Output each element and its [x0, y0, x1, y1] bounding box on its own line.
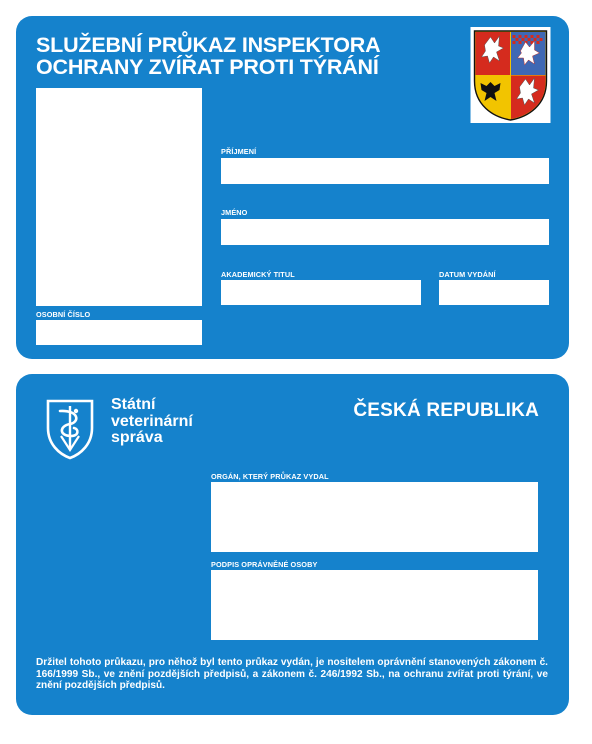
academic-title-label: AKADEMICKÝ TITUL: [221, 270, 295, 279]
photo-area: [36, 88, 202, 306]
surname-field[interactable]: [221, 158, 549, 184]
agency-name-line-2: veterinární: [111, 412, 193, 430]
signature-label: PODPIS OPRÁVNĚNÉ OSOBY: [211, 560, 318, 569]
first-name-label: JMÉNO: [221, 208, 248, 217]
issuer-field[interactable]: [211, 482, 538, 552]
issue-date-field[interactable]: [439, 280, 549, 305]
signature-field[interactable]: [211, 570, 538, 640]
country-name: ČESKÁ REPUBLIKA: [353, 400, 539, 421]
issuer-label: ORGÁN, KTERÝ PRŮKAZ VYDAL: [211, 472, 329, 481]
card-title: [36, 34, 380, 78]
agency-name-line-1: Státní: [111, 396, 156, 413]
academic-title-field[interactable]: [221, 280, 421, 305]
agency-name: [111, 397, 193, 447]
card-title-line-1: SLUŽEBNÍ PRŮKAZ INSPEKTORA: [36, 33, 381, 57]
agency-name-line-3: správa: [111, 429, 163, 446]
issue-date-label: DATUM VYDÁNÍ: [439, 270, 496, 279]
personal-number-field[interactable]: [36, 320, 202, 345]
id-card-front: [16, 16, 569, 359]
card-title-line-2: OCHRANY ZVÍŘAT PROTI TÝRÁNÍ: [36, 55, 379, 79]
id-card-back: [16, 374, 569, 715]
surname-label: PŘÍJMENÍ: [221, 147, 257, 156]
first-name-field[interactable]: [221, 219, 549, 245]
legal-notice: Držitel tohoto průkazu, pro něhož byl tento průkaz vydán, je nositelem oprávnění stanovených zákonem č. 166/1999 Sb., ve znění pozdějších předpisů, a zákonem č. 246/1992 Sb., na ochranu zvířat proti týrání, ve znění pozdějších předpisů.: [36, 657, 548, 692]
svs-caduceus-shield-icon: [45, 398, 95, 460]
czech-coat-of-arms-icon: [470, 27, 551, 123]
personal-number-label: OSOBNÍ ČÍSLO: [36, 310, 91, 319]
